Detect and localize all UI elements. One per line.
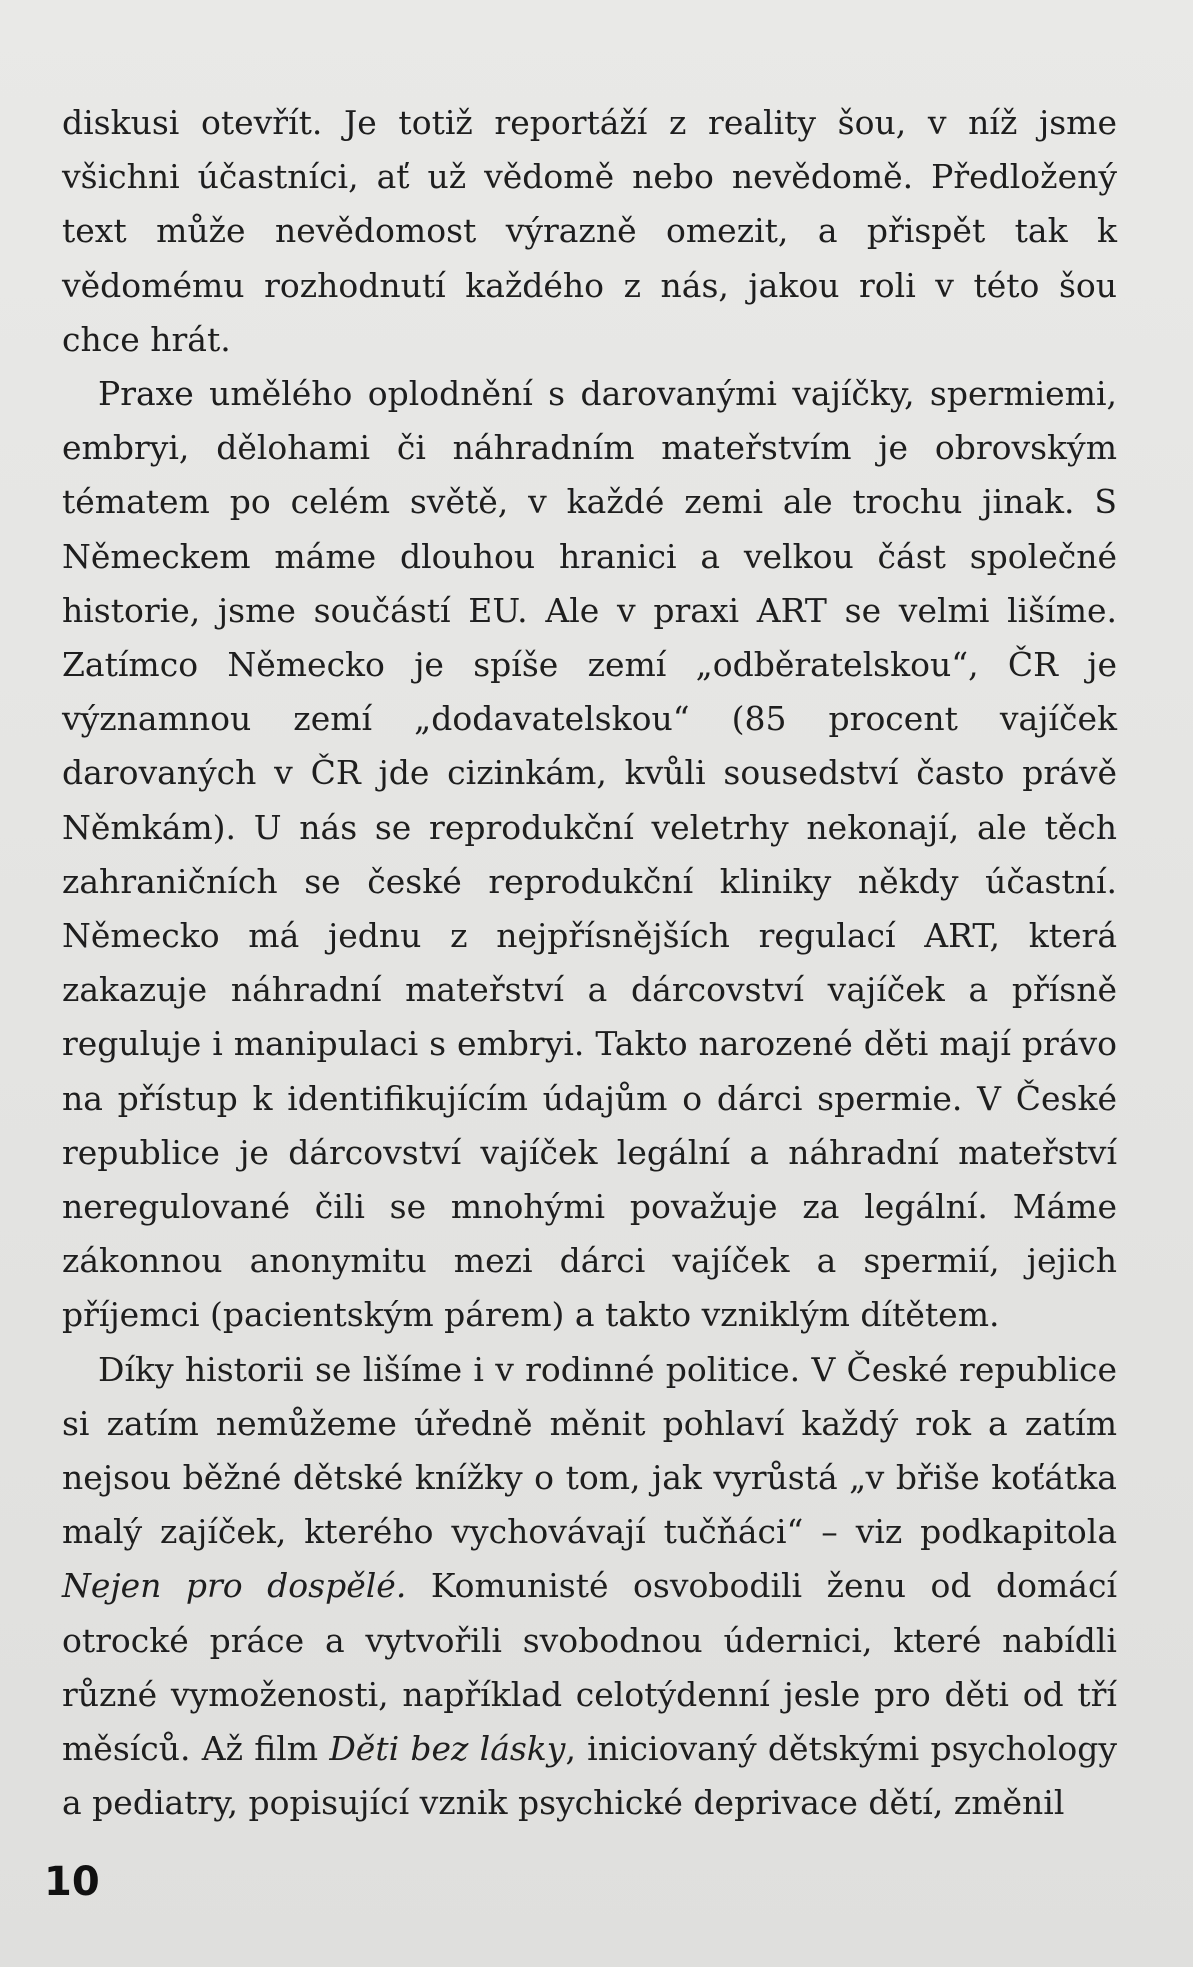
paragraph-1-text: diskusi otevřít. Je totiž reportáží z reality šou, v níž jsme všichni účastníci, ať už vědomě nebo nevědomě. Předložený text může nevědomost výrazně omezit, a přispět tak k vědomému rozhodnutí každého z nás, jakou roli v této šou chce hrát. xyxy=(62,103,1117,359)
paragraph-1 xyxy=(62,96,1117,367)
paragraph-3-text-a: Díky historii se lišíme i v rodinné politice. V České republice si zatím nemůžeme úředně měnit pohlaví každý rok a zatím nejsou běžné dětské knížky o tom, jak vyrůstá „v břiše koťátka malý zajíček, kterého vychovávají tučňáci“ – viz podkapitola xyxy=(62,1349,1117,1552)
page-number: 10 xyxy=(44,1859,100,1905)
paragraph-2 xyxy=(62,367,1117,1343)
film-title: Děti bez lásky xyxy=(329,1729,566,1769)
paragraph-3-text-b: Komunisté osvobodili ženu od domácí otrocké práce a vytvořili svobodnou údernici, které nabídli různé vymoženosti, například celotýdenní jesle pro děti od tří měsíců. Až film xyxy=(62,1566,1117,1769)
paragraph-3-text-c: , iniciovaný dětskými psychology a pediatry, popisující vznik psychické deprivace dětí, změnil xyxy=(62,1729,1117,1823)
paragraph-2-text: Praxe umělého oplodnění s darovanými vajíčky, spermiemi, embryi, dělohami či náhradním mateřstvím je obrovským tématem po celém světě, v každé zemi ale trochu jinak. S Německem máme dlouhou hranici a velkou část společné historie, jsme součástí EU. Ale v praxi ART se velmi lišíme. Zatímco Německo je spíše zemí „odběratelskou“, ČR je významnou zemí „dodavatelskou“ (85 procent vajíček darovaných v ČR jde cizinkám, kvůli sousedství často právě Němkám). U nás se reprodukční veletrhy nekonají, ale těch zahraničních se české reprodukční kliniky někdy účastní. Německo má jednu z nejpřísnějších regulací ART, která zakazuje náhradní mateřství a dárcovství vajíček a přísně reguluje i manipulaci s embryi. Takto narozené děti mají právo na přístup k identifikujícím údajům o dárci spermie. V České republice je dárcovství vajíček legální a náhradní mateřství neregulované čili se mnohými považuje za legální. Máme zákonnou anonymitu mezi dárci vajíček a spermií, jejich příjemci (pacientským párem) a takto vzniklým dítětem. xyxy=(62,374,1117,1335)
paragraph-3 xyxy=(62,1343,1117,1831)
book-section-title: Nejen pro dospělé. xyxy=(62,1566,407,1606)
body-text xyxy=(62,96,1117,1831)
